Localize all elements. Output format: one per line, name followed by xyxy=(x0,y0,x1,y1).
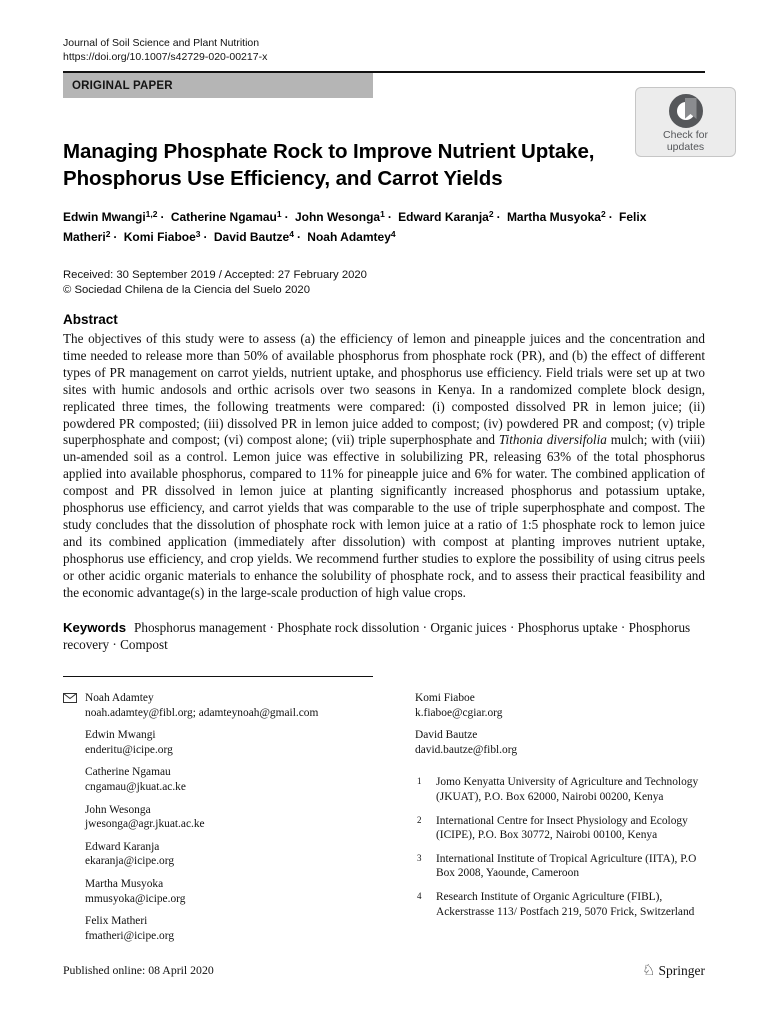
author-separator: · xyxy=(284,210,289,224)
page-footer xyxy=(63,963,705,979)
author-affiliation-sup: 1 xyxy=(380,209,385,219)
author: David Bautze$^4$ xyxy=(213,228,294,244)
author-affiliation-sup: 1 xyxy=(276,209,282,219)
author-contact xyxy=(85,765,375,794)
author-contact xyxy=(85,877,375,906)
article-type-banner xyxy=(63,73,373,98)
affiliation-number: 1 xyxy=(417,776,422,787)
author-contact xyxy=(85,728,375,757)
contact-email: k.fiaboe@cgiar.org xyxy=(415,706,503,719)
springer-logo xyxy=(642,963,705,979)
abstract-text: The objectives of this study were to assess (a) the efficiency of lemon and pineapple juices and the concentration and time needed to release more than 50% of available phosphorus from phosphate rock (PR), and (b) the effect of different types of PR management on carrot yields, nutrient uptake, and phosphorus use efficiency. Field trials were set up at two sites with humic andosols and orthic acrisols over two seasons in Kenya. In a randomized complete block design, replicated three times, the following treatments were compared: (i) composted dissolved PR in lemon juice; (ii) powdered PR composted; (iii) dissolved PR in lemon juice added to compost; (iv) powdered PR and compost; (v) triple superphosphate and compost; (vi) compost alone; (vii) triple superphosphate and Tithonia diversifolia mulch; with (viii) un-amended soil as a control. Lemon juice was effective in solubilizing PR, releasing 63% of the total phosphorus applied into available phosphorus, compared to 11% for pineapple juice and 6% for water. The combined application of compost and PR dissolved in lemon juice at planting significantly increased phosphorus and potassium uptake, phosphorus use efficiency, and carrot yields that was comparable to the use of triple superphosphate and compost. The study concludes that the dissolution of phosphate rock with lemon juice at a ratio of 1:5 phosphate rock to lemon juice and its combined application (immediately after dissolution) with compost at planting improves nutrient uptake, phosphorus use efficiency, and crop yields. We recommend further studies to explore the possibility of using citrus peels or other acidic organic materials to enhance the solubility of phosphate rock, and to assess their practical feasibility and the economic advantage(s) in the large-scale production of high value crops. xyxy=(63,331,705,600)
check-for-updates-badge[interactable] xyxy=(635,87,736,157)
author-affiliation-sup: 3 xyxy=(195,228,201,239)
keywords-label: Keywords xyxy=(63,619,127,635)
author-contact xyxy=(85,803,375,832)
affiliation-number: 4 xyxy=(417,890,422,901)
author-list xyxy=(63,206,705,245)
author-contact xyxy=(415,691,705,720)
contact-email: cngamau@jkuat.ac.ke xyxy=(85,780,186,793)
contact-name: Edward Karanja xyxy=(85,840,160,853)
affiliation-text: International Institute of Tropical Agriculture (IITA), P.O Box 2008, Yaounde, Cameroon xyxy=(436,852,697,880)
journal-name: Journal of Soil Science and Plant Nutrition xyxy=(63,37,260,49)
author: Felix Matheri$^2$ xyxy=(63,210,647,244)
keywords-line xyxy=(63,619,705,653)
author: Edward Karanja$^2$ xyxy=(398,209,494,224)
author-separator: · xyxy=(113,229,118,244)
affiliation-text: Jomo Kenyatta University of Agriculture and Technology (JKUAT), P.O. Box 62000, Nairobi 00200, Kenya xyxy=(436,776,699,803)
affiliation xyxy=(415,852,705,881)
contact-email: mmusyoka@icipe.org xyxy=(85,892,186,905)
contact-email: jwesonga@agr.jkuat.ac.ke xyxy=(85,818,205,831)
contact-name: Komi Fiaboe xyxy=(415,692,475,704)
author-contact xyxy=(415,728,705,757)
article-type-label: ORIGINAL PAPER xyxy=(72,79,173,92)
author: Komi Fiaboe$^3$ xyxy=(123,228,201,244)
author: Noah Adamtey$^4$ xyxy=(307,228,396,244)
contact-name: Felix Matheri xyxy=(85,915,148,928)
article-title: Managing Phosphate Rock to Improve Nutrient Uptake, Phosphorus Use Efficiency, and Carrot Yields xyxy=(63,140,595,190)
badge-line2: updates xyxy=(666,140,705,153)
author-separator: · xyxy=(160,210,165,224)
contact-name: Edwin Mwangi xyxy=(85,729,156,742)
contact-name: Noah Adamtey xyxy=(85,692,154,704)
contact-email: fmatheri@icipe.org xyxy=(85,929,175,942)
author-contact xyxy=(85,914,375,943)
contact-name: Catherine Ngamau xyxy=(85,766,171,779)
author-affiliation-sup: 2 xyxy=(488,209,494,219)
contact-email: enderitu@icipe.org xyxy=(85,743,173,756)
affiliation-text: International Centre for Insect Physiology and Ecology (ICIPE), P.O. Box 30772, Nairobi 00100, Kenya xyxy=(436,814,688,842)
affiliation-number: 3 xyxy=(417,852,422,863)
author-contact xyxy=(85,840,375,869)
affiliation xyxy=(415,775,705,804)
springer-knight-icon: ♘ xyxy=(642,962,656,979)
contacts-column-left xyxy=(63,691,375,951)
contact-email: noah.adamtey@fibl.org; adamteynoah@gmail.com xyxy=(85,706,319,719)
author: John Wesonga$^1$ xyxy=(294,209,385,224)
author-affiliation-sup: 4 xyxy=(289,228,294,239)
author-separator: · xyxy=(608,210,613,224)
footnotes-section xyxy=(63,676,705,951)
author-separator: · xyxy=(203,229,208,244)
abstract-heading: Abstract xyxy=(63,312,118,327)
bookmark-icon xyxy=(685,98,697,119)
contact-email: ekaranja@icipe.org xyxy=(85,855,175,868)
author-separator: · xyxy=(296,229,301,244)
doi-link: https://doi.org/10.1007/s42729-020-00217-x xyxy=(63,51,268,63)
springer-brand-text: Springer xyxy=(658,963,705,978)
affiliation-text: Research Institute of Organic Agriculture (FIBL), Ackerstrasse 113/ Postfach 219, 5070 Frick, Switzerland xyxy=(436,890,695,918)
contact-name: John Wesonga xyxy=(85,803,151,816)
affiliations-list xyxy=(415,775,705,919)
author-separator: · xyxy=(387,210,392,224)
received-accepted-dates: Received: 30 September 2019 / Accepted: 27 February 2020 xyxy=(63,269,367,281)
author: Catherine Ngamau$^1$ xyxy=(170,209,282,224)
crossmark-icon xyxy=(669,94,703,128)
author-affiliation-sup: 4 xyxy=(390,228,396,239)
corresponding-author-contact xyxy=(85,691,375,720)
affiliation-number: 2 xyxy=(417,814,422,825)
contacts-column-right xyxy=(415,691,705,951)
contact-name: David Bautze xyxy=(415,729,478,742)
affiliation xyxy=(415,890,705,919)
footnote-divider xyxy=(63,676,373,677)
keywords-list: Phosphorus management · Phosphate rock dissolution · Organic juices · Phosphorus uptake · Phosphorus recovery · Compost xyxy=(63,619,691,652)
badge-line1: Check for xyxy=(663,129,708,141)
author: Martha Musyoka$^2$ xyxy=(506,209,606,224)
author-separator: · xyxy=(496,210,501,224)
species-name-italic: Tithonia diversifolia xyxy=(498,432,607,448)
email-icon xyxy=(63,693,77,708)
contact-name: Martha Musyoka xyxy=(85,877,164,890)
contact-email: david.bautze@fibl.org xyxy=(415,743,518,756)
author: Edwin Mwangi$^{1,2}$ xyxy=(63,209,158,224)
affiliation xyxy=(415,814,705,843)
published-online-date: Published online: 08 April 2020 xyxy=(63,963,214,977)
author-affiliation-sup: 1,2 xyxy=(145,209,158,219)
author-affiliation-sup: 2 xyxy=(105,228,111,239)
author-affiliation-sup: 2 xyxy=(600,209,606,219)
copyright-line: © Sociedad Chilena de la Ciencia del Suelo 2020 xyxy=(63,283,310,296)
